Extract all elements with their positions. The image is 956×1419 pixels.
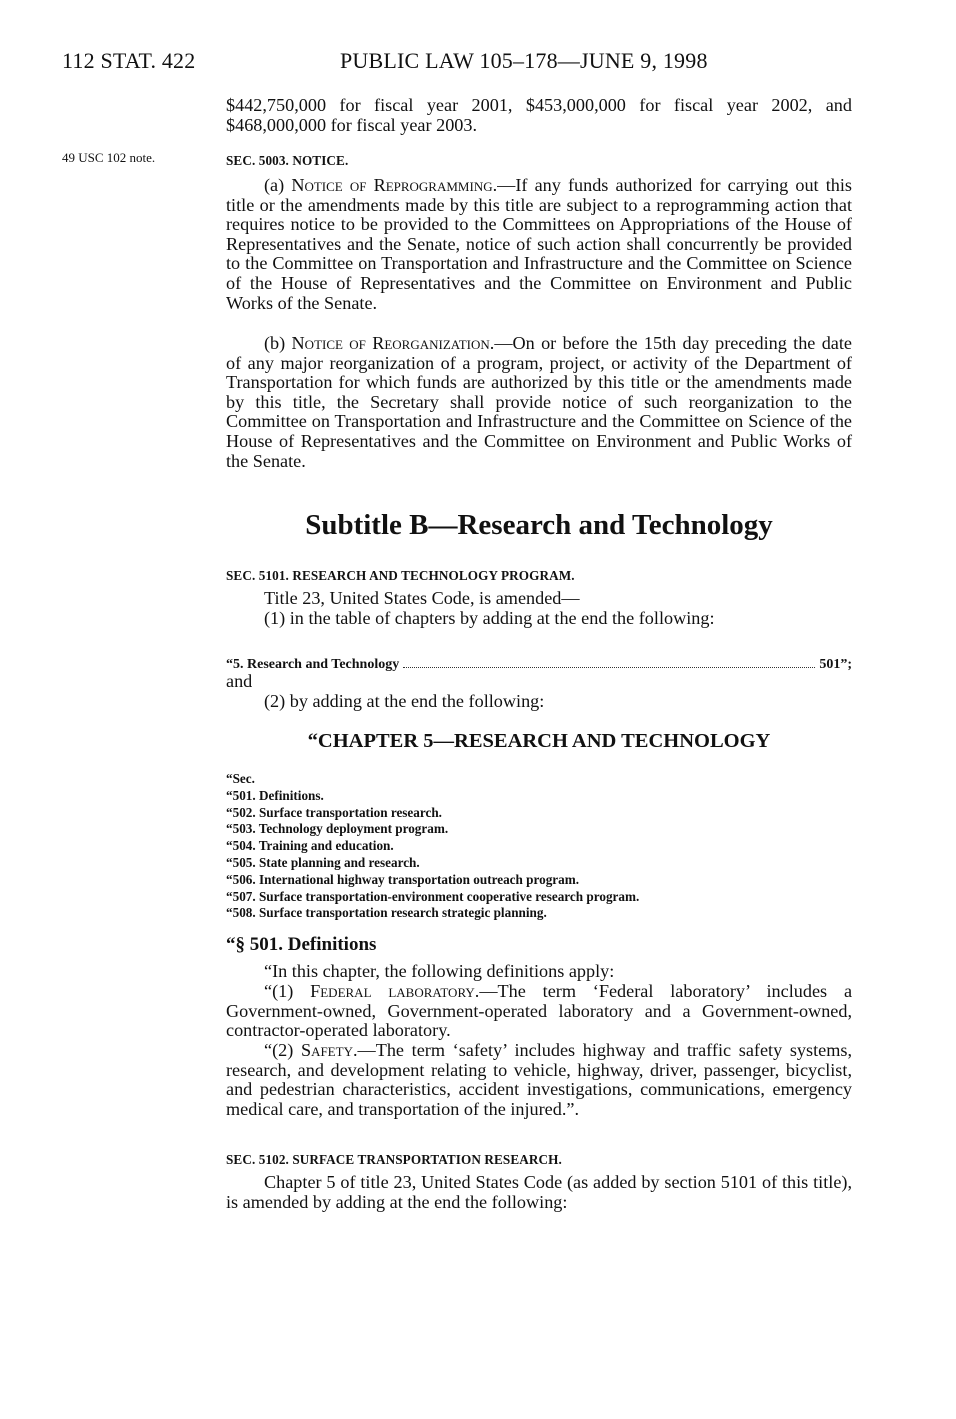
- subsection-a-title: Notice of Reprogramming: [291, 175, 493, 195]
- definition-safety: [226, 1041, 852, 1119]
- and-conjunction: and: [226, 671, 253, 691]
- section-501-intro: “In this chapter, the following definitions apply:: [264, 961, 615, 981]
- section-5101-heading: SEC. 5101. RESEARCH AND TECHNOLOGY PROGRAM.: [226, 568, 575, 583]
- chapter-table-entry-number: 501”;: [819, 657, 852, 672]
- subsection-b-title: Notice of Reorganization: [291, 333, 490, 353]
- section-list-item: “507. Surface transportation-environment cooperative research program.: [226, 888, 640, 904]
- section-5101-item-2: (2) by adding at the end the following:: [264, 691, 545, 711]
- page-reference: 112 STAT. 422: [62, 48, 196, 73]
- section-list-item: “501. Definitions.: [226, 787, 324, 803]
- leader-dots: [403, 657, 815, 668]
- section-5102-text: Chapter 5 of title 23, United States Code (as added by section 5101 of this title), is amended by adding at the end the following:: [226, 1172, 852, 1212]
- chapter-table-entry: [226, 657, 852, 673]
- law-title: PUBLIC LAW 105–178—JUNE 9, 1998: [340, 48, 708, 73]
- section-list-item: “504. Training and education.: [226, 838, 394, 854]
- chapter-table-entry-label: “5. Research and Technology: [226, 657, 400, 672]
- subsection-a-text: .—If any funds authorized for carrying out this title or the amendments made by this title are subject to a reprogramming action that requires notice to be provided to the Committees on Appropriations of the House of Representatives and the Senate, notice of such action shall concurrently be provided to the Committee on Transportation and Infrastructure and the Committee on Science of the House of Representatives and the Committee on Environment and Public Works of the Senate.: [226, 175, 853, 313]
- section-list-item: “506. International highway transportation outreach program.: [226, 871, 580, 887]
- section-list-item: “502. Surface transportation research.: [226, 804, 442, 820]
- definition-1-label: “(1): [264, 981, 311, 1001]
- section-5003-a: [226, 176, 852, 313]
- chapter-5-section-list: [226, 771, 852, 922]
- section-5101-item-1: (1) in the table of chapters by adding at the end the following:: [264, 608, 715, 628]
- section-list-item: “508. Surface transportation research strategic planning.: [226, 905, 547, 921]
- appropriation-continuation: $442,750,000 for fiscal year 2001, $453,000,000 for fiscal year 2002, and $468,000,000 for fiscal year 2003.: [226, 95, 852, 135]
- section-5101-intro: Title 23, United States Code, is amended—: [264, 588, 580, 608]
- section-501-heading: “§ 501. Definitions: [226, 934, 377, 955]
- definition-1-title: Federal laboratory: [310, 981, 475, 1001]
- subsection-b-text: .—On or before the 15th day preceding the date of any major reorganization of a program, project, or activity of the Department of Transportation for which funds are authorized by this title or the amendments made by this title, the Secretary shall provide notice of such reorganization to the Committee on Transportation and Infrastructure and the Committee on Science of the House of Representatives and the Committee on Environment and Public Works of the Senate.: [226, 333, 852, 471]
- definition-2-label: “(2): [264, 1040, 301, 1060]
- subsection-a-label: (a): [264, 175, 292, 195]
- section-list-item: “Sec.: [226, 771, 255, 786]
- definition-2-text: .—The term ‘safety’ includes highway and traffic safety systems, research, and development relating to vehicle, highway, driver, passenger, bicyclist, and pedestrian characteristics, accident investigations, communications, emergency medical care, and transportation of the injured.”.: [226, 1040, 852, 1119]
- definition-1-text: .—The term ‘Federal laboratory’ includes a Government-owned, Government-operated laboratory and a Government-owned, contractor-operated laboratory.: [226, 981, 853, 1041]
- section-list-item: “503. Technology deployment program.: [226, 821, 449, 837]
- chapter-5-heading: “CHAPTER 5—RESEARCH AND TECHNOLOGY: [307, 730, 771, 752]
- margin-note: 49 USC 102 note.: [62, 150, 156, 165]
- subsection-b-label: (b): [264, 333, 292, 353]
- section-5003-b: [226, 334, 852, 471]
- definition-federal-laboratory: [226, 982, 852, 1041]
- definition-2-title: Safety: [300, 1040, 353, 1060]
- section-list-item: “505. State planning and research.: [226, 854, 420, 870]
- section-5102-heading: SEC. 5102. SURFACE TRANSPORTATION RESEARCH.: [226, 1152, 562, 1167]
- section-5003-heading: SEC. 5003. NOTICE.: [226, 153, 349, 168]
- subtitle-heading: Subtitle B—Research and Technology: [305, 509, 773, 541]
